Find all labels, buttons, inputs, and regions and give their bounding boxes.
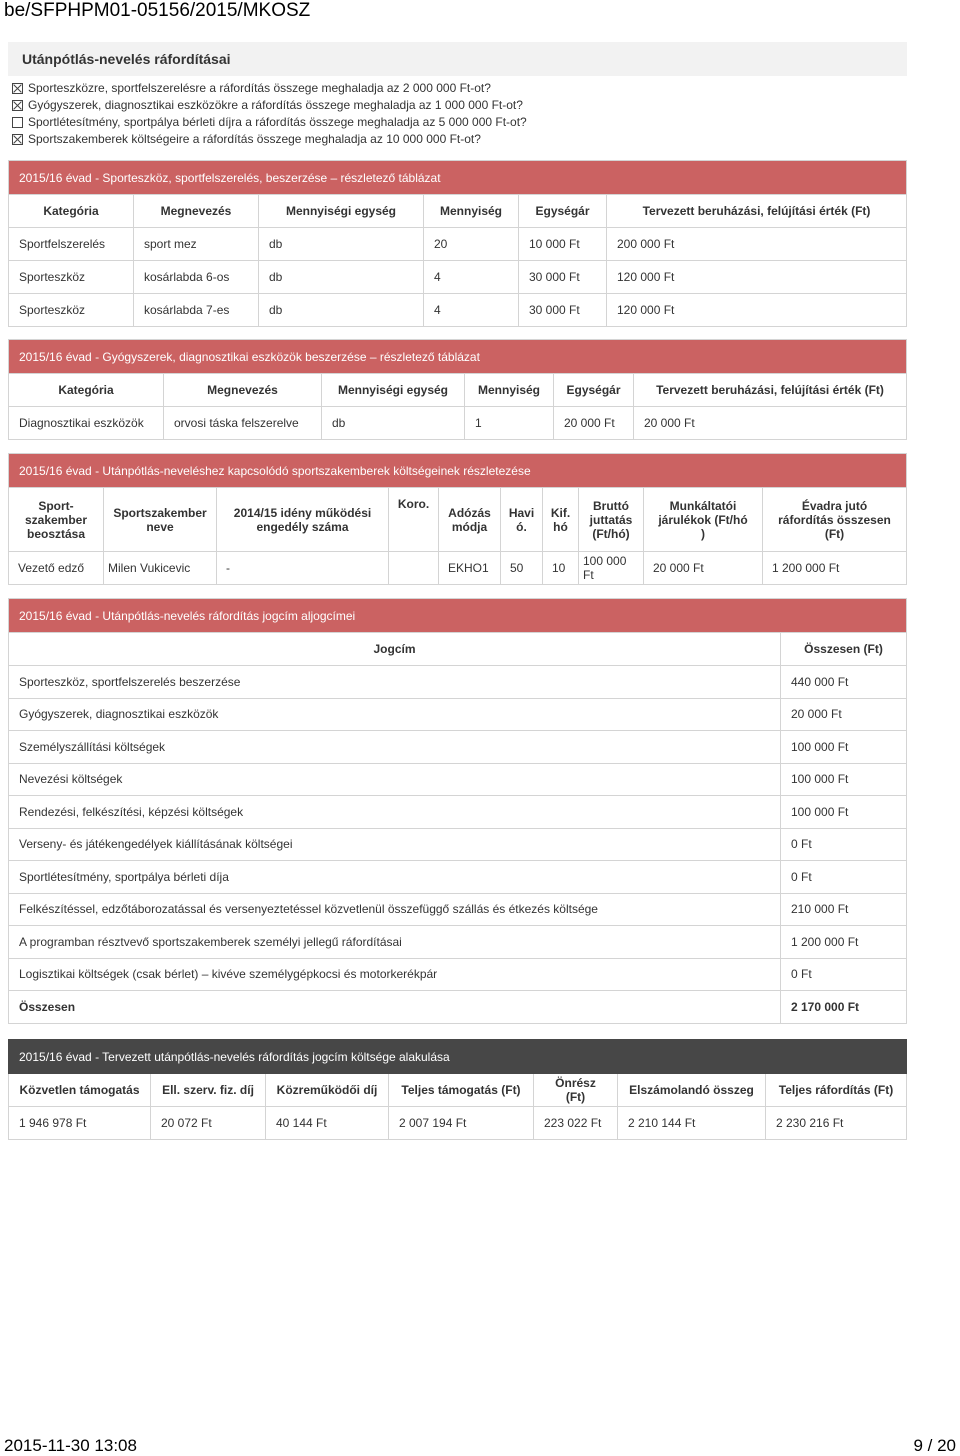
- cell: 30 000 Ft: [519, 294, 607, 327]
- checkbox-unchecked-icon: [12, 117, 23, 128]
- cell: Rendezési, felkészítési, képzési költségek: [9, 796, 781, 829]
- column-header: Kategória: [9, 195, 134, 228]
- cell: 2 007 194 Ft: [389, 1107, 534, 1140]
- table-row: [9, 698, 907, 731]
- cell: 200 000 Ft: [607, 228, 907, 261]
- column-header: Teljes támogatás (Ft): [389, 1074, 534, 1107]
- column-header: Ell. szerv. fiz. díj: [151, 1074, 266, 1107]
- cell: Sporteszköz: [9, 294, 134, 327]
- table-caption: 2015/16 évad - Utánpótlás-nevelés ráfordítás jogcím aljogcímei: [9, 599, 907, 633]
- cell: kosárlabda 6-os: [134, 261, 259, 294]
- column-header: Koro.: [389, 488, 439, 552]
- column-header: Megnevezés: [164, 374, 322, 407]
- cell: Felkészítéssel, edzőtáborozatással és versenyeztetéssel közvetlenül összefüggő szállás és étkezés költsége: [9, 893, 781, 926]
- column-header: Önrész (Ft): [534, 1074, 618, 1107]
- cell: Diagnosztikai eszközök: [9, 407, 164, 440]
- column-header: Közvetlen támogatás: [9, 1074, 151, 1107]
- cell: 1 200 000 Ft: [763, 552, 907, 585]
- table-row: [9, 1107, 907, 1140]
- cell: 20 000 Ft: [634, 407, 907, 440]
- column-header: Mennyiség: [465, 374, 554, 407]
- cell: 100 000 Ft: [781, 763, 907, 796]
- column-header: Tervezett beruházási, felújítási érték (Ft): [634, 374, 907, 407]
- cell: 20 000 Ft: [644, 552, 763, 585]
- jogcim-table: [8, 598, 907, 1024]
- cell: Sportlétesítmény, sportpálya bérleti díja: [9, 861, 781, 894]
- column-header: Egységár: [554, 374, 634, 407]
- cell: 20 000 Ft: [781, 698, 907, 731]
- cell: 440 000 Ft: [781, 666, 907, 699]
- column-header: Sport- szakember beosztása: [9, 488, 104, 552]
- checkbox-checked-icon: [12, 134, 23, 145]
- footer-timestamp: 2015-11-30 13:08: [4, 1436, 137, 1455]
- cell: 40 144 Ft: [266, 1107, 389, 1140]
- column-header: Munkáltatói járulékok (Ft/hó ): [644, 488, 763, 552]
- cell: 20: [424, 228, 519, 261]
- column-header: Mennyiség: [424, 195, 519, 228]
- cell: 50: [501, 552, 543, 585]
- column-header: Sportszakember neve: [104, 488, 217, 552]
- checkbox-list: [12, 80, 527, 148]
- column-header: Kif. hó: [543, 488, 579, 552]
- table-row: [9, 763, 907, 796]
- cell: db: [259, 228, 424, 261]
- cell: Gyógyszerek, diagnosztikai eszközök: [9, 698, 781, 731]
- cell: 20 072 Ft: [151, 1107, 266, 1140]
- table-row: [9, 407, 907, 440]
- table-row: [9, 828, 907, 861]
- cell: db: [259, 294, 424, 327]
- table-row: [9, 926, 907, 959]
- section-title: Utánpótlás-nevelés ráfordításai: [8, 42, 907, 76]
- check-label: Sportszakemberek költségeire a ráfordítás összege meghaladja az 10 000 000 Ft-ot?: [28, 132, 481, 146]
- cell: -: [217, 552, 389, 585]
- table-row: [9, 228, 907, 261]
- column-header: Bruttó juttatás (Ft/hó): [579, 488, 644, 552]
- column-header: Mennyiségi egység: [259, 195, 424, 228]
- cell: 4: [424, 294, 519, 327]
- cell: 2 210 144 Ft: [618, 1107, 766, 1140]
- table-row: [9, 731, 907, 764]
- cell: sport mez: [134, 228, 259, 261]
- column-header: Egységár: [519, 195, 607, 228]
- footer-page-number: 9 / 20: [913, 1436, 956, 1455]
- cell: db: [322, 407, 465, 440]
- sportszakember-table: [8, 453, 907, 585]
- check-row: [12, 80, 527, 97]
- checkbox-checked-icon: [12, 100, 23, 111]
- cell: Milen Vukicevic: [104, 552, 217, 585]
- cell: 30 000 Ft: [519, 261, 607, 294]
- column-header: Megnevezés: [134, 195, 259, 228]
- cell: 210 000 Ft: [781, 893, 907, 926]
- check-label: Sportlétesítmény, sportpálya bérleti díjra a ráfordítás összege meghaladja az 5 000 000 Ft-ot?: [28, 115, 527, 129]
- table-row: [9, 294, 907, 327]
- table-row: [9, 958, 907, 991]
- cell: [389, 552, 439, 585]
- cell: 10 000 Ft: [519, 228, 607, 261]
- cell: 0 Ft: [781, 828, 907, 861]
- cell: 10: [543, 552, 579, 585]
- column-header: Jogcím: [9, 633, 781, 666]
- column-header: Összesen (Ft): [781, 633, 907, 666]
- column-header: Mennyiségi egység: [322, 374, 465, 407]
- cell: EKHO1: [439, 552, 501, 585]
- table-row: [9, 666, 907, 699]
- table-row: [9, 261, 907, 294]
- column-header: Teljes ráfordítás (Ft): [766, 1074, 907, 1107]
- cell: 2 230 216 Ft: [766, 1107, 907, 1140]
- cell: 223 022 Ft: [534, 1107, 618, 1140]
- cell: 1 946 978 Ft: [9, 1107, 151, 1140]
- cell: 1: [465, 407, 554, 440]
- checkbox-checked-icon: [12, 83, 23, 94]
- column-header: Kategória: [9, 374, 164, 407]
- table-row: [9, 552, 907, 585]
- cell: Logisztikai költségek (csak bérlet) – kivéve személygépkocsi és motorkerékpár: [9, 958, 781, 991]
- cell: Verseny- és játékengedélyek kiállításának költségei: [9, 828, 781, 861]
- cell: 1 200 000 Ft: [781, 926, 907, 959]
- total-row: [9, 991, 907, 1024]
- column-header: Adózás módja: [439, 488, 501, 552]
- cell: 0 Ft: [781, 861, 907, 894]
- cell: Vezető edző: [9, 552, 104, 585]
- cell: 100 000 Ft: [781, 731, 907, 764]
- cell: Sporteszköz: [9, 261, 134, 294]
- check-row: [12, 97, 527, 114]
- cell: 0 Ft: [781, 958, 907, 991]
- column-header: Közreműködői díj: [266, 1074, 389, 1107]
- cell: 100 000 Ft: [781, 796, 907, 829]
- column-header: Havi ó.: [501, 488, 543, 552]
- cell: 4: [424, 261, 519, 294]
- document-id: be/SFPHPM01-05156/2015/MKOSZ: [4, 0, 311, 21]
- cell: Sportfelszerelés: [9, 228, 134, 261]
- cell: Összesen: [9, 991, 781, 1024]
- column-header: Tervezett beruházási, felújítási érték (Ft): [607, 195, 907, 228]
- check-label: Gyógyszerek, diagnosztikai eszközökre a ráfordítás összege meghaladja az 1 000 000 Ft-ot?: [28, 98, 523, 112]
- check-label: Sporteszközre, sportfelszerelésre a ráfordítás összege meghaladja az 2 000 000 Ft-ot?: [28, 81, 491, 95]
- sporteszkoz-table: [8, 160, 907, 327]
- table-caption: 2015/16 évad - Tervezett utánpótlás-nevelés ráfordítás jogcím költsége alakulása: [9, 1040, 907, 1074]
- cell: 2 170 000 Ft: [781, 991, 907, 1024]
- cell: 120 000 Ft: [607, 261, 907, 294]
- cell: A programban résztvevő sportszakemberek személyi jellegű ráfordításai: [9, 926, 781, 959]
- column-header: Évadra jutó ráfordítás összesen (Ft): [763, 488, 907, 552]
- check-row: [12, 114, 527, 131]
- table-caption: 2015/16 évad - Sporteszköz, sportfelszerelés, beszerzése – részletező táblázat: [9, 161, 907, 195]
- gyogyszer-table: [8, 339, 907, 440]
- column-header: 2014/15 idény működési engedély száma: [217, 488, 389, 552]
- cell: Sporteszköz, sportfelszerelés beszerzése: [9, 666, 781, 699]
- cell: kosárlabda 7-es: [134, 294, 259, 327]
- column-header: Elszámolandó összeg: [618, 1074, 766, 1107]
- cell: Személyszállítási költségek: [9, 731, 781, 764]
- table-caption: 2015/16 évad - Utánpótlás-neveléshez kapcsolódó sportszakemberek költségeinek részletezése: [9, 454, 907, 488]
- table-row: [9, 796, 907, 829]
- cell: 100 000 Ft: [579, 552, 644, 585]
- cell: 120 000 Ft: [607, 294, 907, 327]
- cell: orvosi táska felszerelve: [164, 407, 322, 440]
- table-caption: 2015/16 évad - Gyógyszerek, diagnosztikai eszközök beszerzése – részletező táblázat: [9, 340, 907, 374]
- check-row: [12, 131, 527, 148]
- cell: db: [259, 261, 424, 294]
- cell: 20 000 Ft: [554, 407, 634, 440]
- cell: Nevezési költségek: [9, 763, 781, 796]
- koltseg-table: [8, 1039, 907, 1140]
- table-row: [9, 861, 907, 894]
- table-row: [9, 893, 907, 926]
